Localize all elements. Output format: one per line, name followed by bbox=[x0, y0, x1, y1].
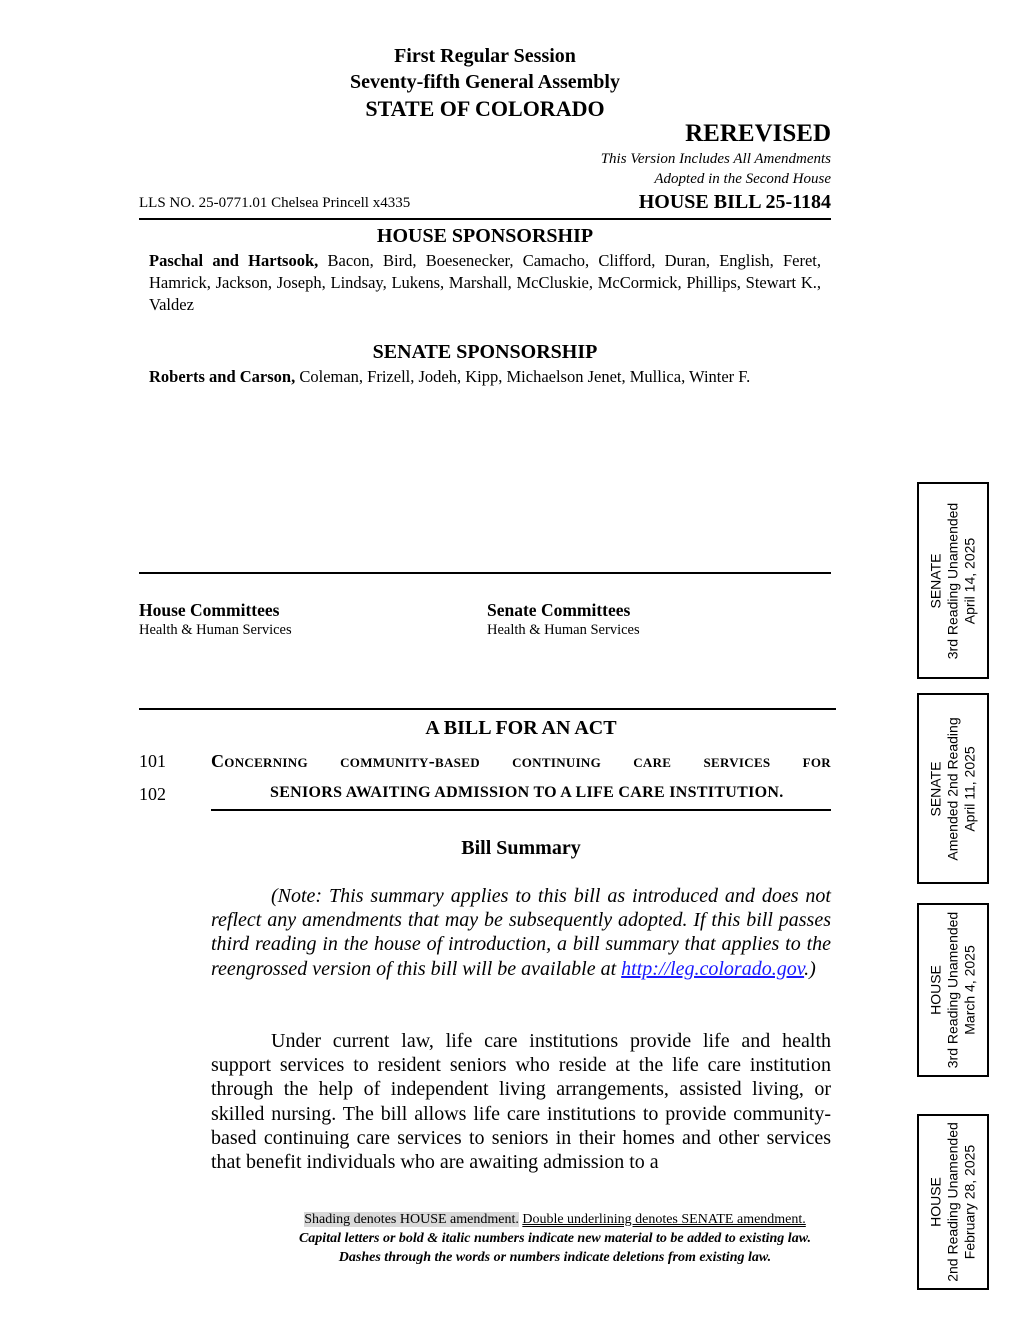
line-number-101: 101 bbox=[139, 751, 166, 771]
stamp-date: April 14, 2025 bbox=[961, 537, 978, 624]
house-amendment-legend: Shading denotes HOUSE amendment. bbox=[304, 1212, 519, 1227]
act-rule bbox=[139, 708, 836, 710]
senate-sponsorship-title: SENATE SPONSORSHIP bbox=[372, 341, 598, 363]
assembly-label: Seventy-fifth General Assembly bbox=[350, 71, 620, 93]
stamp-chamber: SENATE bbox=[927, 553, 944, 608]
stamp-house-2nd-reading bbox=[917, 1114, 989, 1290]
stamp-action: 3rd Reading Unamended bbox=[944, 502, 961, 659]
stamp-senate-3rd-reading bbox=[917, 482, 989, 679]
summary-note bbox=[211, 884, 831, 981]
header-rule bbox=[139, 218, 831, 220]
session-label: First Regular Session bbox=[394, 45, 576, 67]
house-sponsors bbox=[149, 250, 821, 316]
stamp-date: February 28, 2025 bbox=[961, 1144, 978, 1260]
act-title-rule bbox=[211, 809, 831, 811]
bill-summary-title: Bill Summary bbox=[461, 837, 581, 859]
stamp-house-3rd-reading bbox=[917, 903, 989, 1077]
footer-deletion-note: Dashes through the words or numbers indicate deletions from existing law. bbox=[338, 1250, 772, 1265]
bill-number: HOUSE BILL 25-1184 bbox=[638, 191, 831, 213]
state-label: STATE OF COLORADO bbox=[365, 96, 605, 121]
senate-amendment-legend: Double underlining denotes SENATE amendment. bbox=[522, 1212, 806, 1227]
house-committee-item: Health & Human Services bbox=[139, 622, 292, 638]
act-title-line-101: Concerning community-based continuing care services for bbox=[211, 751, 831, 771]
version-note-2: Adopted in the Second House bbox=[654, 171, 831, 187]
senate-committees-title: Senate Committees bbox=[487, 600, 631, 620]
stamp-date: March 4, 2025 bbox=[961, 945, 978, 1035]
house-primary-sponsors: Paschal and Hartsook, bbox=[149, 251, 319, 270]
lls-number: LLS NO. 25-0771.01 Chelsea Princell x4335 bbox=[139, 195, 411, 211]
committees-rule bbox=[139, 572, 831, 574]
stamp-chamber: SENATE bbox=[927, 761, 944, 816]
legislature-link[interactable]: http://leg.colorado.gov bbox=[621, 957, 805, 980]
summary-note-text: (Note: This summary applies to this bill as introduced and does not reflect any amendments that may be subsequently adopted. If this bill passes third reading in the house of introduction, a bill summary that applies to the reengrossed version of this bill will be available at bbox=[211, 885, 831, 980]
senate-sponsors bbox=[149, 366, 829, 388]
stamp-senate-2nd-reading bbox=[917, 693, 989, 884]
act-title: A BILL FOR AN ACT bbox=[425, 717, 617, 739]
stamp-action: Amended 2nd Reading bbox=[944, 716, 961, 861]
version-note-1: This Version Includes All Amendments bbox=[600, 151, 831, 167]
senate-primary-sponsors: Roberts and Carson, bbox=[149, 367, 296, 386]
senate-committee-item: Health & Human Services bbox=[487, 622, 640, 638]
house-cosponsors: Bacon, Bird, Boesenecker, Camacho, Clifford, Duran, English, Feret, Hamrick, Jackson, Joseph, Lindsay, Lukens, Marshall, McCluskie, McCormick, Phillips, Stewart K., Valdez bbox=[149, 251, 821, 314]
stamp-action: 2nd Reading Unamended bbox=[944, 1122, 961, 1282]
summary-note-end: .) bbox=[804, 957, 816, 980]
stamp-action: 3rd Reading Unamended bbox=[944, 911, 961, 1069]
senate-cosponsors: Coleman, Frizell, Jodeh, Kipp, Michaelson Jenet, Mullica, Winter F. bbox=[299, 367, 751, 386]
stamp-date: April 11, 2025 bbox=[961, 745, 978, 832]
line-number-102: 102 bbox=[139, 784, 166, 804]
footer-new-material-note: Capital letters or bold & italic numbers indicate new material to be added to existing law. bbox=[298, 1231, 812, 1246]
summary-paragraph: Under current law, life care institutions provide life and health support services to resident seniors who reside at the life care institution through the help of independent living arrangements, assisted living, or skilled nursing. The bill allows life care institutions to provide community-based continuing care services to seniors in their homes and other services that benefit individuals who are awaiting admission to a bbox=[211, 1030, 831, 1174]
stamp-chamber: HOUSE bbox=[927, 965, 944, 1015]
house-sponsorship-title: HOUSE SPONSORSHIP bbox=[376, 225, 594, 247]
version-label: REREVISED bbox=[685, 120, 831, 147]
footer-amendment-legend bbox=[139, 1210, 971, 1229]
stamp-chamber: HOUSE bbox=[927, 1177, 944, 1227]
act-title-line-102: SENIORS AWAITING ADMISSION TO A LIFE CARE INSTITUTION. bbox=[270, 784, 784, 801]
house-committees-title: House Committees bbox=[139, 600, 280, 620]
